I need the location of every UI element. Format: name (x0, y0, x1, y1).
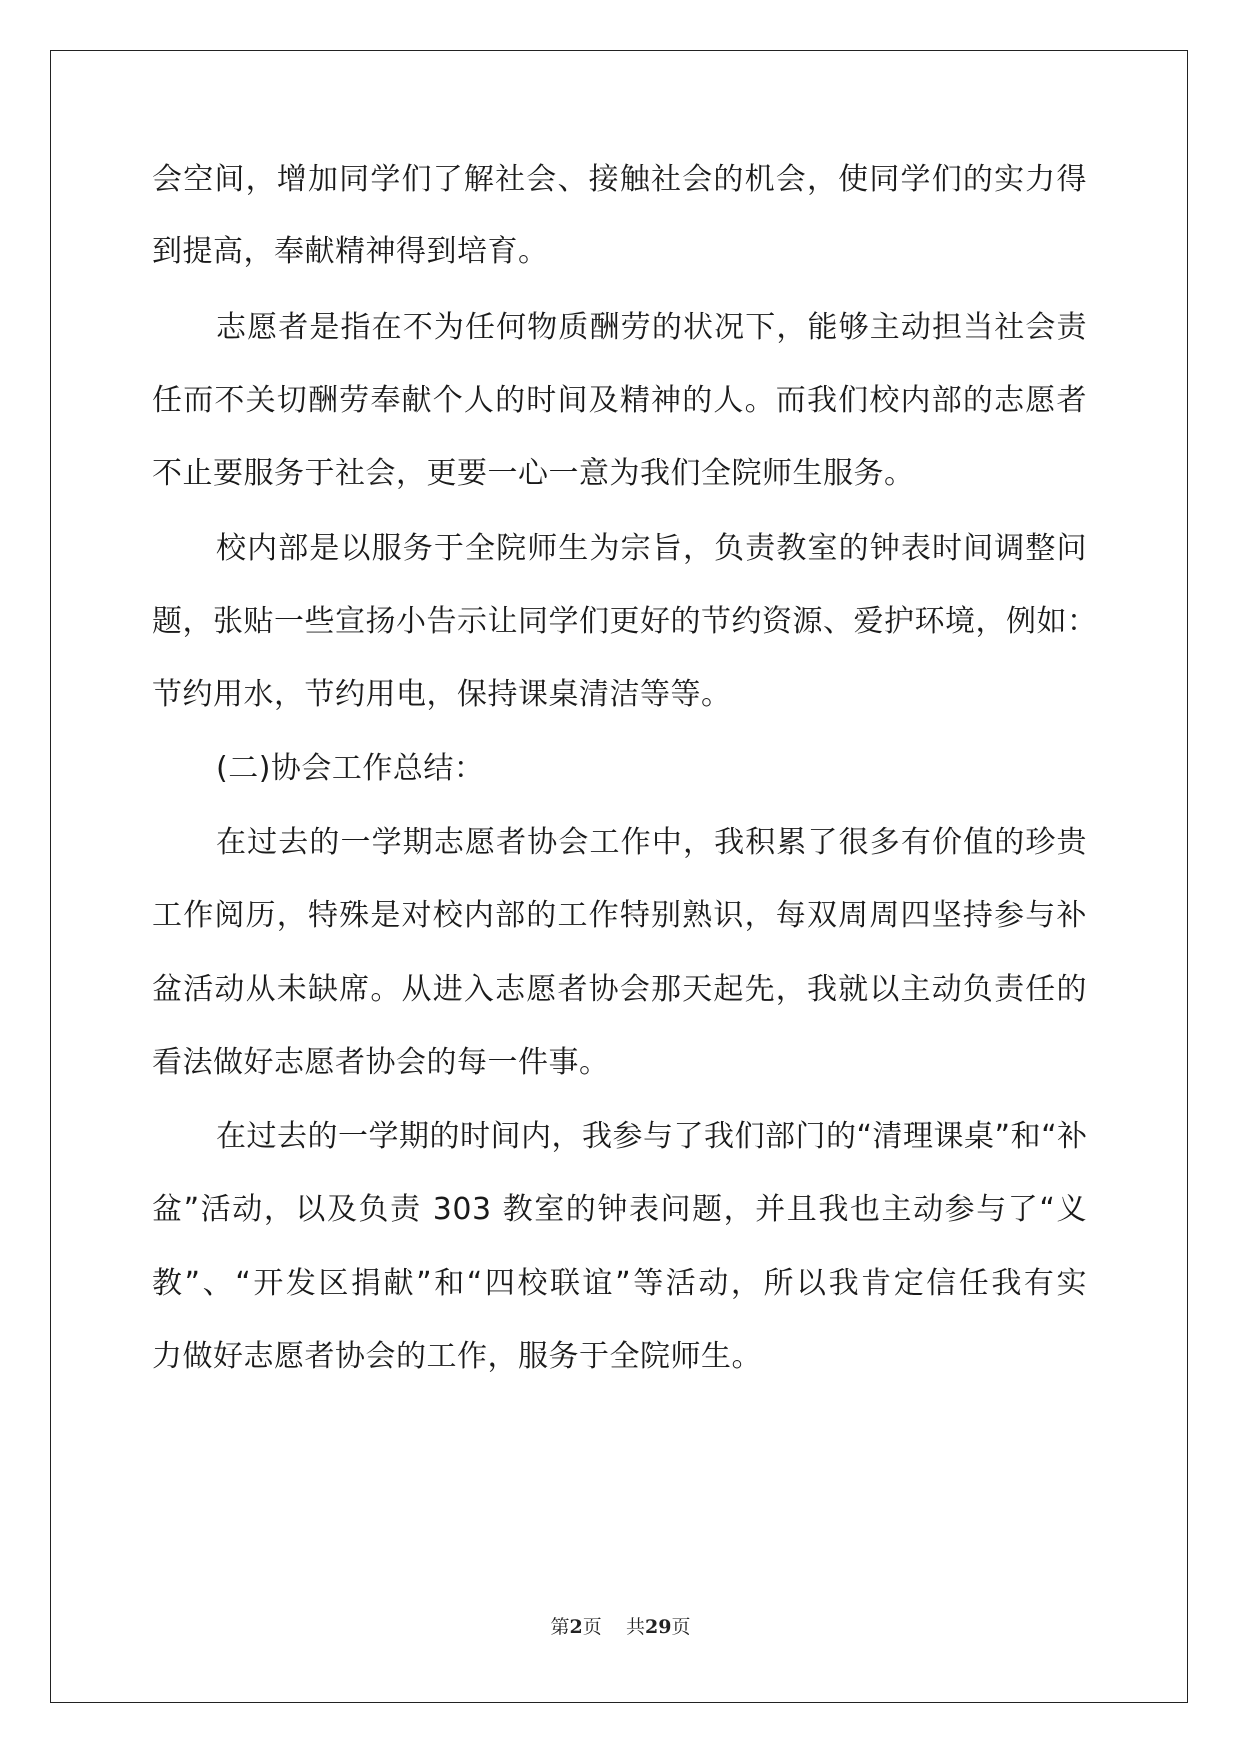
page-suffix: 页 (582, 1616, 602, 1638)
text-line: 志愿者是指在不为任何物质酬劳的状况下，能够主动担当社会责 (216, 310, 1087, 345)
text-line: 题，张贴一些宣扬小告示让同学们更好的节约资源、爱护环境，例如： (152, 604, 1098, 639)
text-line: 节约用水，节约用电，保持课桌清洁等等。 (152, 677, 732, 712)
text-line: 校内部是以服务于全院师生为宗旨，负责教室的钟表时间调整问 (216, 531, 1087, 566)
text-line: 在过去的一学期的时间内，我参与了我们部门的“清理课桌”和“补 (216, 1119, 1088, 1154)
text-line: 教”、“开发区捐献”和“四校联谊”等活动，所以我肯定信任我有实 (152, 1266, 1087, 1301)
total-suffix: 页 (671, 1616, 691, 1638)
total-pages: 29 (644, 1616, 672, 1638)
text-line: 盆活动从未缺席。从进入志愿者协会那天起先，我就以主动负责任的 (152, 972, 1087, 1007)
text-line: 工作阅历，特殊是对校内部的工作特别熟识，每双周周四坚持参与补 (152, 898, 1087, 933)
page-border (50, 50, 1188, 1703)
section-heading: (二)协会工作总结： (216, 751, 485, 786)
text-line: 不止要服务于社会，更要一心一意为我们全院师生服务。 (152, 456, 915, 491)
page-prefix: 第 (550, 1616, 570, 1638)
page-footer (0, 1612, 1241, 1639)
page-number: 2 (569, 1616, 583, 1638)
text-line: 会空间，增加同学们了解社会、接触社会的机会，使同学们的实力得 (152, 162, 1087, 197)
total-prefix: 共 (625, 1616, 645, 1638)
text-line: 力做好志愿者协会的工作，服务于全院师生。 (152, 1339, 762, 1374)
text-line: 在过去的一学期志愿者协会工作中，我积累了很多有价值的珍贵 (216, 825, 1087, 860)
text-line: 任而不关切酬劳奉献个人的时间及精神的人。而我们校内部的志愿者 (152, 383, 1087, 418)
text-line: 盆”活动，以及负责 303 教室的钟表问题，并且我也主动参与了“义 (152, 1192, 1087, 1227)
text-line: 看法做好志愿者协会的每一件事。 (152, 1045, 610, 1080)
text-line: 到提高，奉献精神得到培育。 (152, 234, 549, 269)
